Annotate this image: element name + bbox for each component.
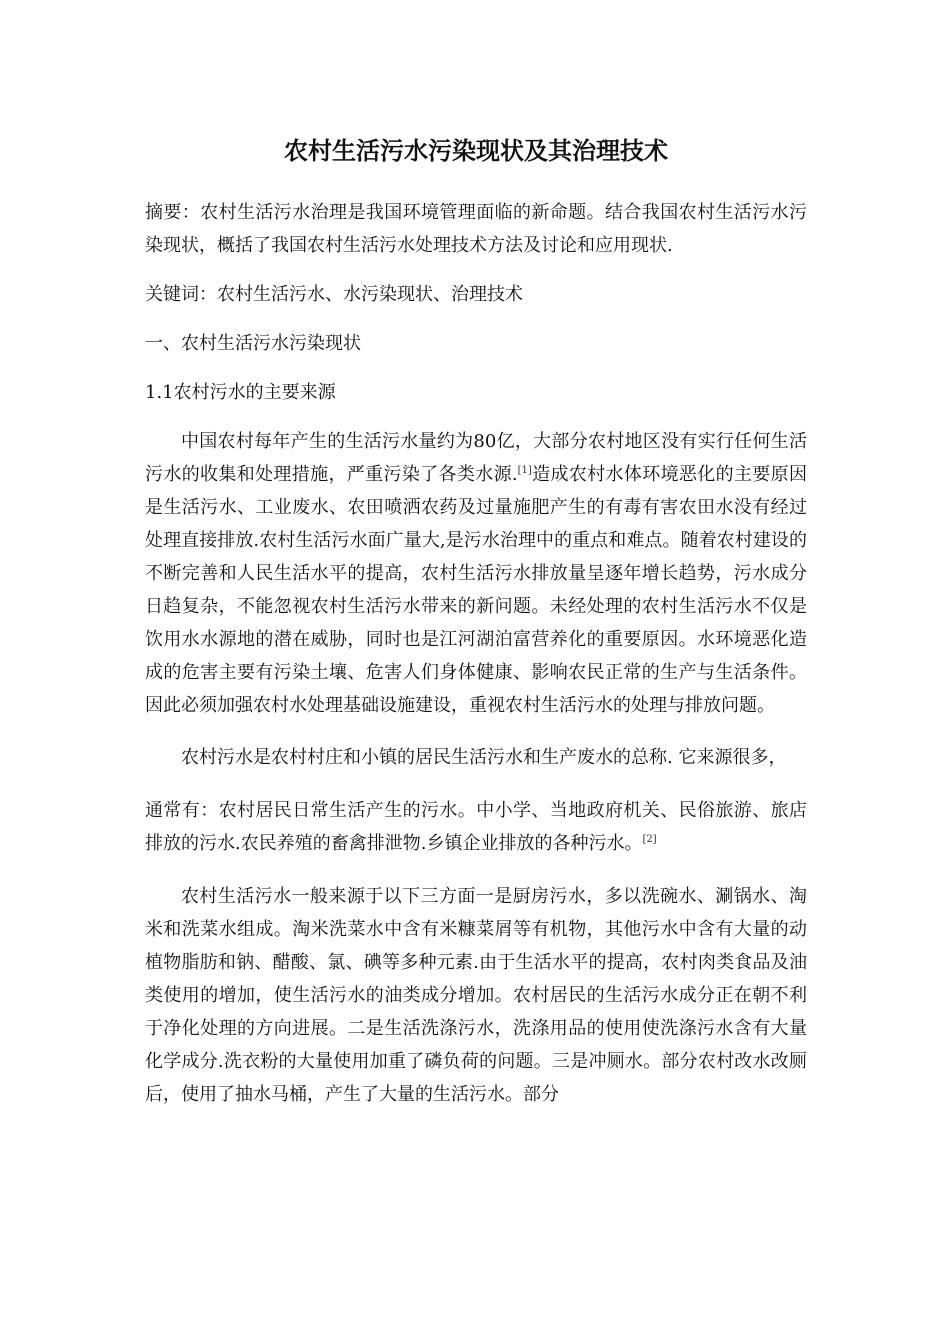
citation-ref-2: [2] bbox=[642, 834, 657, 845]
body-paragraph-2-line-2 bbox=[145, 794, 807, 860]
keywords-paragraph: 关键词：农村生活污水、水污染现状、治理技术 bbox=[145, 284, 523, 305]
document-body bbox=[145, 126, 807, 1111]
para2-text: 通常有：农村居民日常生活产生的污水。中小学、当地政府机关、民俗旅游、旅店排放的污水.农民养殖的畜禽排泄物.乡镇企业排放的各种污水。 bbox=[145, 800, 807, 854]
body-paragraph-2-line-1: 农村污水是农村村庄和小镇的居民生活污水和生产废水的总称. 它来源很多， bbox=[181, 747, 787, 768]
section-heading: 一、农村生活污水污染现状 bbox=[145, 333, 361, 354]
para1-text-b: 造成农村水体环境恶化的主要原因是生活污水、工业废水、农田喷洒农药及过量施肥产生的有毒有害农田水没有经过处理直接排放.农村生活污水面广量大,是污水治理中的重点和难点。随着农村建设的不断完善和人民生活水平的提高，农村生活污水排放量呈逐年增长趋势，污水成分日趋复杂，不能忽视农村生活污水带来的新问题。未经处理的农村生活污水不仅是饮用水水源地的潜在威胁，同时也是江河湖泊富营养化的重要原因。水环境恶化造成的危害主要有污染土壤、危害人们身体健康、影响农民正常的生产与生活条件。因此必须加强农村水处理基础设施建设，重视农村生活污水的处理与排放问题。 bbox=[145, 464, 807, 716]
citation-ref-1: [1] bbox=[517, 465, 532, 476]
document-title: 农村生活污水污染现状及其治理技术 bbox=[284, 137, 668, 165]
body-paragraph-1 bbox=[145, 425, 807, 722]
subsection-heading: 1.1农村污水的主要来源 bbox=[145, 382, 336, 403]
body-paragraph-3: 农村生活污水一般来源于以下三方面一是厨房污水，多以洗碗水、涮锅水、淘米和洗菜水组成。淘米洗菜水中含有米糠菜屑等有机物，其他污水中含有大量的动植物脂肪和钠、醋酸、氯、碘等多种元素.由于生活水平的提高，农村肉类食品及油类使用的增加，使生活污水的油类成分增加。农村居民的生活污水成分正在朝不利于净化处理的方向进展。二是生活洗涤污水，洗涤用品的使用使洗涤污水含有大量化学成分.洗衣粉的大量使用加重了磷负荷的问题。三是冲厕水。部分农村改水改厕后，使用了抽水马桶，产生了大量的生活污水。部分 bbox=[145, 886, 807, 1105]
para1-text-a: 中国农村每年产生的生活污水量约为80亿，大部分农村地区没有实行任何生活污水的收集和处理措施，严重污染了各类水源. bbox=[145, 431, 807, 485]
abstract-paragraph: 摘要：农村生活污水治理是我国环境管理面临的新命题。结合我国农村生活污水污染现状，概括了我国农村生活污水处理技术方法及讨论和应用现状. bbox=[145, 202, 807, 256]
